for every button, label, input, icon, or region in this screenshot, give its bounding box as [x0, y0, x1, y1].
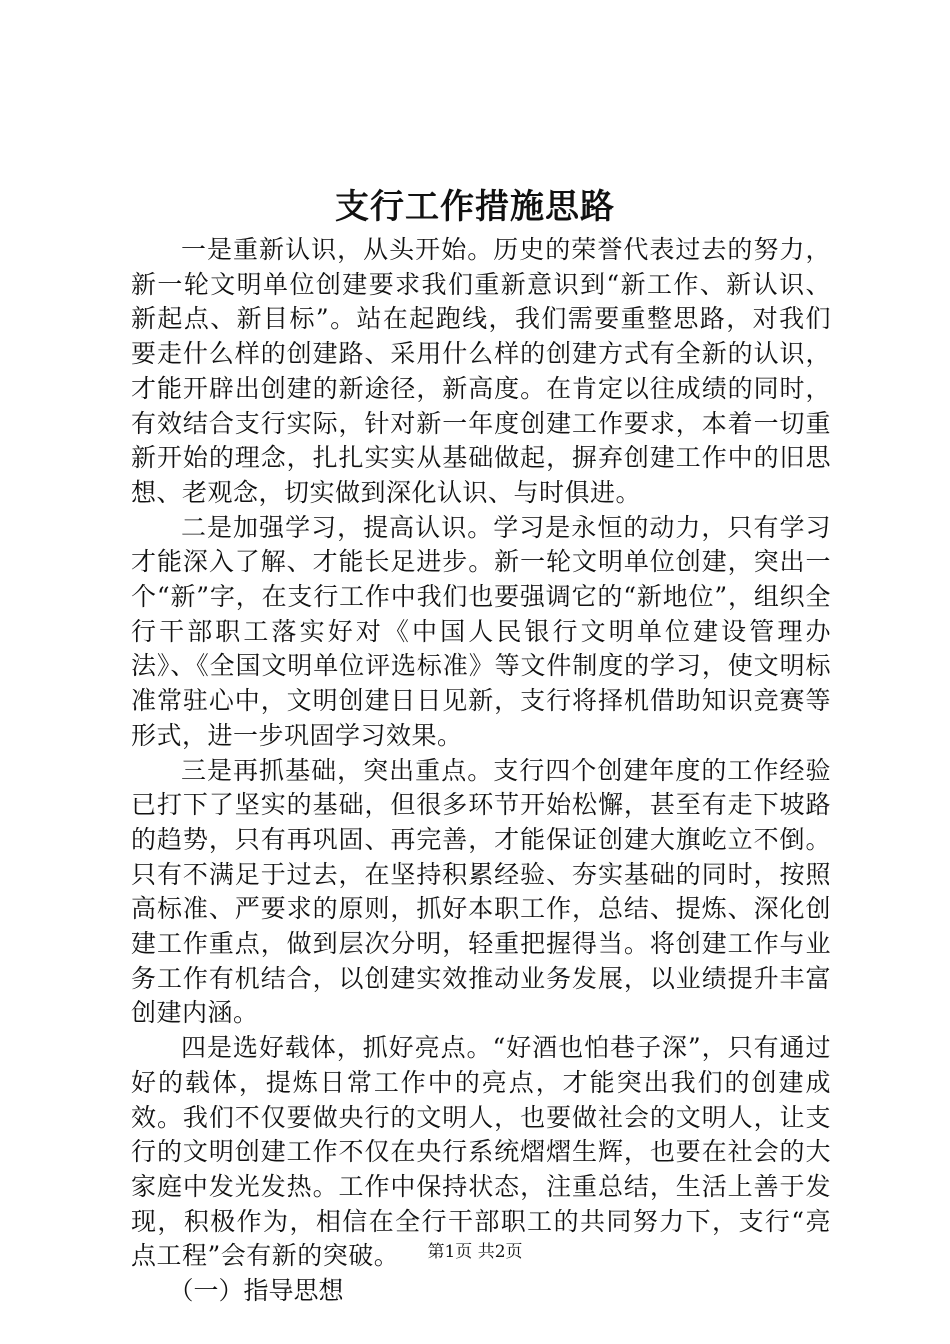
- page-footer: 第1页 共2页: [427, 1242, 523, 1262]
- section-subheading: （一）指导思想: [168, 1276, 344, 1306]
- paragraph-1: 一是重新认识，从头开始。历史的荣誉代表过去的努力，新一轮文明单位创建要求我们重新意识到“新工作、新认识、新起点、新目标”。站在起跑线，我们需要重整思路，对我们要走什么样的创建路、采用什么样的创建方式有全新的认识，才能开辟出创建的新途径，新高度。在肯定以往成绩的同时，有效结合支行实际，针对新一年度创建工作要求，本着一切重新开始的理念，扎扎实实从基础做起，摒弃创建工作中的旧思想、老观念，切实做到深化认识、与时俱进。: [131, 235, 831, 507]
- document-title: 支行工作措施思路: [335, 187, 615, 227]
- paragraph-2: 二是加强学习，提高认识。学习是永恒的动力，只有学习才能深入了解、才能长足进步。新一轮文明单位创建，突出一个“新”字，在支行工作中我们也要强调它的“新地位”，组织全行干部职工落实好对《中国人民银行文明单位建设管理办法》、《全国文明单位评选标准》等文件制度的学习，使文明标准常驻心中，文明创建日日见新，支行将择机借助知识竞赛等形式，进一步巩固学习效果。: [131, 512, 831, 750]
- paragraph-4: 四是选好载体，抓好亮点。“好酒也怕巷子深”，只有通过好的载体，提炼日常工作中的亮点，才能突出我们的创建成效。我们不仅要做央行的文明人，也要做社会的文明人，让支行的文明创建工作不仅在央行系统熠熠生辉，也要在社会的大家庭中发光发热。工作中保持状态，注重总结，生活上善于发现，积极作为，相信在全行干部职工的共同努力下，支行“亮点工程”会有新的突破。: [131, 1033, 831, 1271]
- document-body: [131, 233, 831, 1309]
- paragraph-3: 三是再抓基础，突出重点。支行四个创建年度的工作经验已打下了坚实的基础，但很多环节开始松懈，甚至有走下坡路的趋势，只有再巩固、再完善，才能保证创建大旗屹立不倒。只有不满足于过去，在坚持积累经验、夯实基础的同时，按照高标准、严要求的原则，抓好本职工作，总结、提炼、深化创建工作重点，做到层次分明，轻重把握得当。将创建工作与业务工作有机结合，以创建实效推动业务发展，以业绩提升丰富创建内涵。: [131, 755, 831, 1028]
